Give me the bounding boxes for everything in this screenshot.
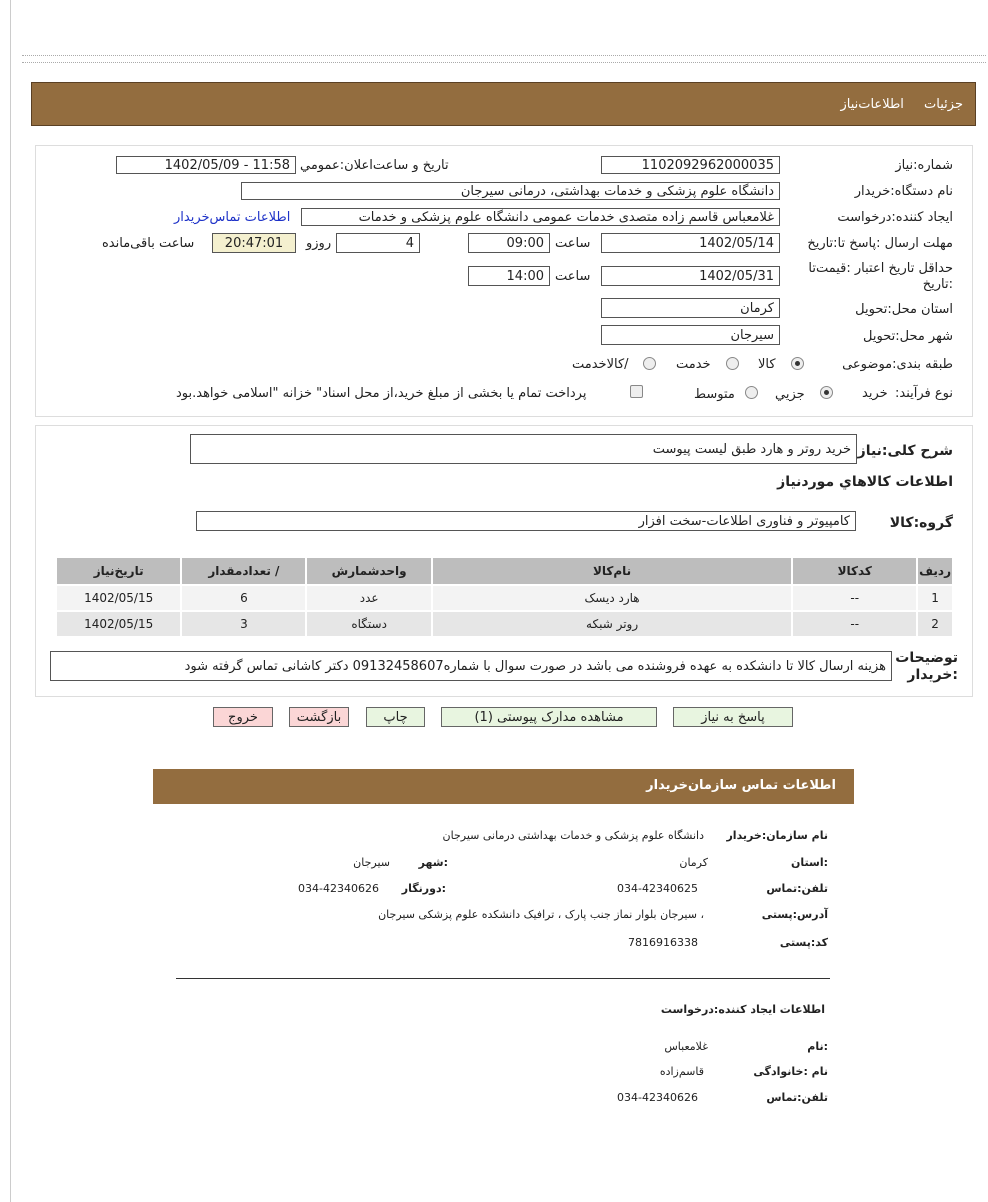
goods-group-field: کامپیوتر و فناوری اطلاعات-سخت افزار xyxy=(196,511,856,531)
contact-province-label: :استان xyxy=(791,856,828,869)
cell-need-date: 1402/05/15 xyxy=(57,586,180,610)
buyer-notes-label-line1: توضیحات xyxy=(895,650,958,666)
contact-section-header xyxy=(153,769,854,804)
contact-postal-label: کد:پستی xyxy=(779,936,828,949)
contact-phone-label: تلفن:تماس xyxy=(766,882,828,895)
summary-field: خرید روتر و هارد طبق لیست پیوست xyxy=(190,434,857,464)
col-need-date: تاریخ‌نیاز xyxy=(57,558,180,584)
category-both-radio[interactable] xyxy=(643,357,656,370)
table-header-row xyxy=(57,558,952,584)
page-header xyxy=(31,82,976,126)
treasury-payment-checkbox[interactable] xyxy=(630,385,643,398)
view-attachments-button[interactable]: مشاهده مدارک پیوستی (1) xyxy=(441,707,657,727)
category-goods-label: کالا xyxy=(758,357,776,372)
buyer-org-label: نام دستگاه:خریدار xyxy=(854,184,953,199)
day-label: روزو xyxy=(306,236,332,251)
cell-goods-name: هارد دیسک xyxy=(433,586,792,610)
creator-phone-label: تلفن:تماس xyxy=(766,1091,828,1104)
category-goods-radio[interactable] xyxy=(791,357,804,370)
province-field: کرمان xyxy=(601,298,780,318)
table-row xyxy=(57,612,952,636)
creator-phone-value: 034-42340626 xyxy=(617,1091,698,1104)
city-label: شهر محل:تحویل xyxy=(863,329,953,344)
creator-family-value: قاسم‌زاده xyxy=(659,1065,704,1078)
table-row xyxy=(57,586,952,610)
contact-address-value: ، سیرجان بلوار نماز جنب پارک ، ترافیک دانشکده علوم پزشکی سیرجان xyxy=(378,908,704,921)
contact-address-label: آدرس:پستی xyxy=(761,908,828,921)
cell-quantity: 3 xyxy=(182,612,305,636)
treasury-payment-text: پرداخت تمام یا بخشی از مبلغ خرید،از محل اسناد" خزانه "اسلامی خواهد.بود xyxy=(176,386,587,401)
process-partial-label: جزیي xyxy=(775,387,805,402)
contact-postal-value: 7816916338 xyxy=(628,936,698,949)
validity-date-field: 1402/05/31 xyxy=(601,266,780,286)
tab-details[interactable]: جزئیات xyxy=(924,97,963,112)
process-buy-label: خرید xyxy=(862,386,888,401)
contact-city-value: سیرجان xyxy=(353,856,390,869)
page-left-border xyxy=(10,0,11,1202)
contact-divider xyxy=(176,978,830,979)
summary-label: شرح کلی:نیاز xyxy=(857,443,953,459)
contact-org-label: نام سازمان:خریدار xyxy=(726,829,828,842)
exit-button[interactable]: خروج xyxy=(213,707,273,727)
deadline-time-field: 09:00 xyxy=(468,233,550,253)
col-goods-name: نام‌کالا xyxy=(433,558,792,584)
creator-info-title: اطلاعات ایجاد کننده:درخواست xyxy=(660,1003,825,1016)
col-unit: واحدشمارش xyxy=(307,558,430,584)
contact-fax-value: 034-42340626 xyxy=(298,882,379,895)
cell-need-date: 1402/05/15 xyxy=(57,612,180,636)
creator-field: غلامعباس قاسم زاده متصدی خدمات عمومی دانشگاه علوم پزشکی و خدمات xyxy=(301,208,780,226)
reply-button[interactable]: پاسخ به نیاز xyxy=(673,707,793,727)
cell-row-number: 2 xyxy=(918,612,952,636)
category-service-label: خدمت xyxy=(676,357,711,372)
col-quantity: / تعدادمقدار xyxy=(182,558,305,584)
creator-label: ایجاد کننده:درخواست xyxy=(837,210,953,225)
category-label: طبقه بندی:موضوعی xyxy=(842,357,953,372)
creator-name-label: :نام xyxy=(807,1040,828,1053)
tab-need-info[interactable]: اطلاعات‌نیاز xyxy=(840,97,904,112)
province-label: استان محل:تحویل xyxy=(855,302,953,317)
validity-label-line2: :تاریخ xyxy=(922,277,953,292)
need-number-label: شماره:نیاز xyxy=(895,158,953,173)
announce-label: تاریخ و ساعت‌اعلان:عمومي xyxy=(300,158,449,173)
category-both-label: /کالاخدمت xyxy=(572,357,629,372)
header-tabs xyxy=(824,97,963,112)
contact-province-value: کرمان xyxy=(679,856,708,869)
city-field: سیرجان xyxy=(601,325,780,345)
deadline-label: مهلت ارسال :پاسخ تا:تاریخ xyxy=(807,236,953,251)
category-service-radio[interactable] xyxy=(726,357,739,370)
cell-goods-code: -- xyxy=(793,612,916,636)
remaining-time-field: 20:47:01 xyxy=(212,233,296,253)
contact-fax-label: :دورنگار xyxy=(401,882,446,895)
process-medium-radio[interactable] xyxy=(745,386,758,399)
cell-goods-name: روتر شبکه xyxy=(433,612,792,636)
goods-table xyxy=(55,556,954,638)
deadline-date-field: 1402/05/14 xyxy=(601,233,780,253)
contact-city-label: :شهر xyxy=(418,856,448,869)
need-number-field: 1102092962000035 xyxy=(601,156,780,174)
buyer-notes-field: هزینه ارسال کالا تا دانشکده به عهده فروشنده می باشد در صورت سوال با شماره09132458607 دکتر کاشانی تماس گرفته شود xyxy=(50,651,892,681)
process-partial-radio[interactable] xyxy=(820,386,833,399)
goods-info-title: اطلاعات کالاهاي موردنیاز xyxy=(777,474,953,490)
contact-section-title: اطلاعات تماس سازمان‌خریدار xyxy=(646,778,836,793)
goods-group-label: گروه:کالا xyxy=(889,515,953,531)
print-button[interactable]: چاپ xyxy=(366,707,425,727)
cell-row-number: 1 xyxy=(918,586,952,610)
deadline-hour-label: ساعت xyxy=(555,236,591,251)
validity-hour-label: ساعت xyxy=(555,269,591,284)
creator-name-value: غلامعباس xyxy=(664,1040,708,1053)
contact-phone-value: 034-42340625 xyxy=(617,882,698,895)
process-medium-label: متوسط xyxy=(694,387,735,402)
buyer-contact-link[interactable]: اطلاعات تماس‌خریدار xyxy=(174,210,291,225)
col-row-number: ردیف xyxy=(918,558,952,584)
creator-family-label: نام :خانوادگی xyxy=(753,1065,828,1078)
cell-goods-code: -- xyxy=(793,586,916,610)
remaining-label: ساعت باقی‌مانده xyxy=(102,236,195,251)
cell-unit: دستگاه xyxy=(307,612,430,636)
col-goods-code: کدکالا xyxy=(793,558,916,584)
announce-field: 1402/05/09 - 11:58 xyxy=(116,156,296,174)
cell-unit: عدد xyxy=(307,586,430,610)
validity-label-line1: حداقل تاریخ اعتبار :قیمت‌تا xyxy=(808,261,953,276)
buyer-org-field: دانشگاه علوم پزشکی و خدمات بهداشتی، درمانی سیرجان xyxy=(241,182,780,200)
back-button[interactable]: بازگشت xyxy=(289,707,349,727)
buyer-notes-label-line2: :خریدار xyxy=(907,667,958,683)
process-type-label: نوع فرآیند: xyxy=(895,386,953,401)
contact-org-value: دانشگاه علوم پزشکی و خدمات بهداشتی درمانی سیرجان xyxy=(442,829,704,842)
days-field: 4 xyxy=(336,233,420,253)
top-divider xyxy=(22,55,986,63)
validity-time-field: 14:00 xyxy=(468,266,550,286)
cell-quantity: 6 xyxy=(182,586,305,610)
